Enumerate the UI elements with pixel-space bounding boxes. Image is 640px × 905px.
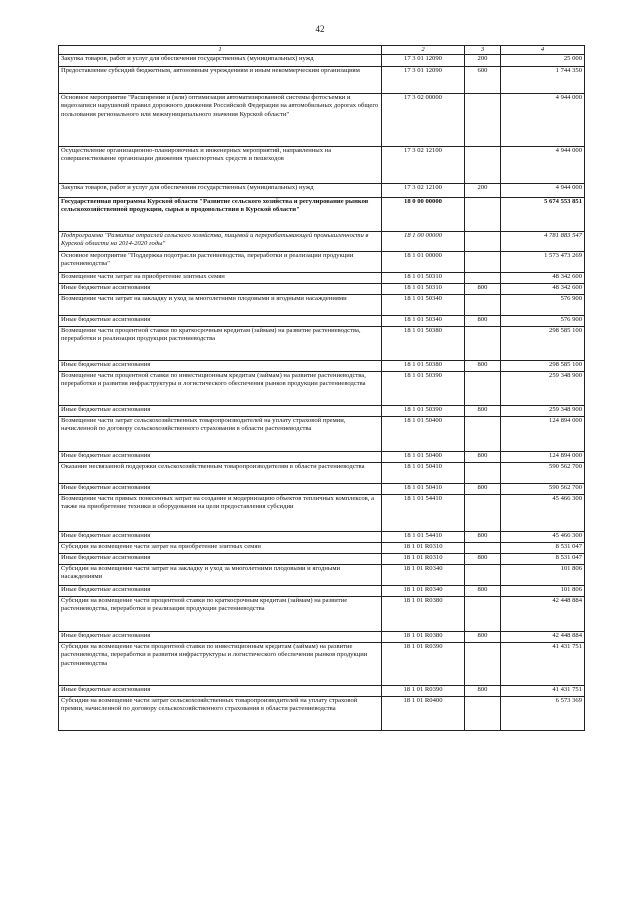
row-sum-cell: 590 562 700 bbox=[501, 463, 585, 484]
row-sum-cell: 41 431 751 bbox=[501, 686, 585, 697]
row-sum-cell: 259 348 900 bbox=[501, 406, 585, 417]
table-row bbox=[59, 463, 585, 484]
row-sum-cell: 6 573 369 bbox=[501, 697, 585, 731]
row-name-cell: Субсидии на возмещение части процентной ставки по краткосрочным кредитам (займам) на развитие растениеводства, переработки и реализации продукции растениеводства bbox=[59, 597, 382, 632]
row-sum-cell: 8 531 047 bbox=[501, 554, 585, 565]
row-kvr-cell bbox=[465, 565, 501, 586]
table-row bbox=[59, 532, 585, 543]
row-kvr-cell bbox=[465, 327, 501, 361]
row-name-cell: Иные бюджетные ассигнования bbox=[59, 316, 382, 327]
row-sum-cell: 298 585 100 bbox=[501, 327, 585, 361]
row-kvr-cell: 800 bbox=[465, 452, 501, 463]
column-number: 4 bbox=[501, 46, 585, 55]
column-number: 2 bbox=[382, 46, 465, 55]
table-row bbox=[59, 495, 585, 532]
table-row bbox=[59, 284, 585, 295]
row-sum-cell: 4 781 883 547 bbox=[501, 232, 585, 252]
row-sum-cell: 25 000 bbox=[501, 55, 585, 67]
table-row bbox=[59, 697, 585, 731]
row-code-cell: 18 1 01 R0390 bbox=[382, 643, 465, 686]
row-kvr-cell bbox=[465, 232, 501, 252]
row-kvr-cell: 800 bbox=[465, 586, 501, 597]
row-kvr-cell bbox=[465, 463, 501, 484]
row-code-cell: 18 1 01 50410 bbox=[382, 463, 465, 484]
row-sum-cell: 42 448 884 bbox=[501, 597, 585, 632]
row-sum-cell: 101 806 bbox=[501, 565, 585, 586]
row-code-cell: 18 1 01 R0390 bbox=[382, 686, 465, 697]
row-kvr-cell bbox=[465, 372, 501, 406]
column-number-row bbox=[59, 46, 585, 55]
row-code-cell: 18 0 00 00000 bbox=[382, 198, 465, 232]
row-code-cell: 18 1 01 50340 bbox=[382, 295, 465, 316]
row-code-cell: 18 1 01 R0340 bbox=[382, 565, 465, 586]
row-sum-cell: 576 900 bbox=[501, 295, 585, 316]
row-code-cell: 18 1 01 R0340 bbox=[382, 586, 465, 597]
row-sum-cell: 42 448 884 bbox=[501, 632, 585, 643]
row-sum-cell: 41 431 751 bbox=[501, 643, 585, 686]
row-code-cell: 18 1 01 00000 bbox=[382, 252, 465, 273]
table-row bbox=[59, 232, 585, 252]
row-kvr-cell: 800 bbox=[465, 686, 501, 697]
row-kvr-cell bbox=[465, 697, 501, 731]
table-row bbox=[59, 643, 585, 686]
row-code-cell: 18 1 01 54410 bbox=[382, 532, 465, 543]
row-name-cell: Подпрограмма "Развитие отраслей сельского хозяйства, пищевой и перерабатывающей промышленности в Курской области на 2014-2020 годы" bbox=[59, 232, 382, 252]
row-code-cell: 18 1 01 50310 bbox=[382, 273, 465, 284]
row-code-cell: 18 1 01 50410 bbox=[382, 484, 465, 495]
budget-table bbox=[58, 45, 585, 731]
row-code-cell: 18 1 01 50390 bbox=[382, 406, 465, 417]
row-sum-cell: 101 806 bbox=[501, 586, 585, 597]
row-sum-cell: 259 348 900 bbox=[501, 372, 585, 406]
table-row bbox=[59, 147, 585, 184]
row-code-cell: 17 3 02 00000 bbox=[382, 94, 465, 147]
row-kvr-cell bbox=[465, 543, 501, 554]
row-code-cell: 18 1 01 R0380 bbox=[382, 597, 465, 632]
row-code-cell: 18 1 01 R0380 bbox=[382, 632, 465, 643]
row-kvr-cell: 800 bbox=[465, 554, 501, 565]
row-name-cell: Иные бюджетные ассигнования bbox=[59, 586, 382, 597]
row-name-cell: Иные бюджетные ассигнования bbox=[59, 406, 382, 417]
table-row bbox=[59, 94, 585, 147]
row-sum-cell: 5 674 553 851 bbox=[501, 198, 585, 232]
row-name-cell: Возмещение части затрат на приобретение элитных семян bbox=[59, 273, 382, 284]
row-sum-cell: 590 562 700 bbox=[501, 484, 585, 495]
row-sum-cell: 1 573 473 269 bbox=[501, 252, 585, 273]
row-sum-cell: 4 944 000 bbox=[501, 147, 585, 184]
row-code-cell: 18 1 01 54410 bbox=[382, 495, 465, 532]
table-row bbox=[59, 55, 585, 67]
table-row bbox=[59, 361, 585, 372]
row-kvr-cell: 800 bbox=[465, 484, 501, 495]
table-row bbox=[59, 406, 585, 417]
column-number: 1 bbox=[59, 46, 382, 55]
row-name-cell: Субсидии на возмещение части процентной ставки по инвестиционным кредитам (займам) на развитие растениеводства, переработки и развития инфраструктуры и логистического обеспечения рынков продукции растениеводства bbox=[59, 643, 382, 686]
row-name-cell: Предоставление субсидий бюджетным, автономным учреждениям и иным некоммерческим организациям bbox=[59, 67, 382, 94]
row-name-cell: Иные бюджетные ассигнования bbox=[59, 554, 382, 565]
row-code-cell: 17 3 02 12100 bbox=[382, 147, 465, 184]
row-kvr-cell: 200 bbox=[465, 55, 501, 67]
row-name-cell: Возмещение части процентной ставки по краткосрочным кредитам (займам) на развитие растениеводства, переработки и реализации продукции растениеводства bbox=[59, 327, 382, 361]
table-row bbox=[59, 252, 585, 273]
row-code-cell: 18 1 01 R0310 bbox=[382, 554, 465, 565]
row-sum-cell: 48 342 600 bbox=[501, 284, 585, 295]
row-name-cell: Иные бюджетные ассигнования bbox=[59, 284, 382, 295]
table-row bbox=[59, 67, 585, 94]
table-row bbox=[59, 484, 585, 495]
row-sum-cell: 1 744 350 bbox=[501, 67, 585, 94]
table-row bbox=[59, 184, 585, 198]
table-row bbox=[59, 452, 585, 463]
table-row bbox=[59, 686, 585, 697]
table-row bbox=[59, 554, 585, 565]
row-name-cell: Возмещение части затрат на закладку и уход за многолетними плодовыми и ягодными насаждениями bbox=[59, 295, 382, 316]
row-name-cell: Иные бюджетные ассигнования bbox=[59, 484, 382, 495]
row-name-cell: Субсидии на возмещение части затрат сельскохозяйственных товаропроизводителей на уплату страховой премии, начисленной по договору сельскохозяйственного страхования в области растениеводства bbox=[59, 697, 382, 731]
row-kvr-cell bbox=[465, 597, 501, 632]
row-kvr-cell bbox=[465, 417, 501, 452]
row-sum-cell: 45 466 300 bbox=[501, 532, 585, 543]
table-row bbox=[59, 198, 585, 232]
row-code-cell: 18 1 01 50340 bbox=[382, 316, 465, 327]
row-name-cell: Оказание несвязанной поддержки сельскохозяйственным товаропроизводителям в области растениеводства bbox=[59, 463, 382, 484]
row-kvr-cell: 800 bbox=[465, 316, 501, 327]
table-row bbox=[59, 295, 585, 316]
table-row bbox=[59, 586, 585, 597]
row-code-cell: 18 1 01 50400 bbox=[382, 417, 465, 452]
table-row bbox=[59, 417, 585, 452]
row-kvr-cell bbox=[465, 252, 501, 273]
row-code-cell: 18 1 01 50380 bbox=[382, 361, 465, 372]
row-name-cell: Иные бюджетные ассигнования bbox=[59, 452, 382, 463]
row-sum-cell: 298 585 100 bbox=[501, 361, 585, 372]
row-kvr-cell bbox=[465, 94, 501, 147]
table-row bbox=[59, 597, 585, 632]
row-kvr-cell: 800 bbox=[465, 361, 501, 372]
row-code-cell: 18 1 01 50310 bbox=[382, 284, 465, 295]
row-name-cell: Основное мероприятие "Поддержка подотрасли растениеводства, переработки и реализации продукции растениеводства" bbox=[59, 252, 382, 273]
row-code-cell: 18 1 01 R0400 bbox=[382, 697, 465, 731]
row-code-cell: 17 3 02 12100 bbox=[382, 184, 465, 198]
row-kvr-cell: 600 bbox=[465, 67, 501, 94]
row-name-cell: Субсидии на возмещение части затрат на закладку и уход за многолетними плодовыми и ягодными насаждениями bbox=[59, 565, 382, 586]
budget-table-body bbox=[59, 46, 585, 731]
row-sum-cell: 48 342 600 bbox=[501, 273, 585, 284]
row-name-cell: Основное мероприятие "Расширение и (или) оптимизация автоматизированной системы фотосъемки и видеозаписи нарушений правил дорожного движения Российской Федерации на автомобильных дорогах общего пользования регионального или межмуниципального значения Курской области" bbox=[59, 94, 382, 147]
row-code-cell: 18 1 01 R0310 bbox=[382, 543, 465, 554]
row-sum-cell: 124 894 000 bbox=[501, 417, 585, 452]
row-sum-cell: 8 531 047 bbox=[501, 543, 585, 554]
row-name-cell: Возмещение части процентной ставки по инвестиционным кредитам (займам) на развитие растениеводства, переработки и развития инфраструктуры и логистического обеспечения рынков продукции растениеводства bbox=[59, 372, 382, 406]
table-row bbox=[59, 543, 585, 554]
row-name-cell: Возмещение части прямых понесенных затрат на создание и модернизацию объектов тепличных комплексов, а также на приобретение техники и оборудования на цели предоставления субсидии bbox=[59, 495, 382, 532]
row-kvr-cell bbox=[465, 495, 501, 532]
row-name-cell: Закупка товаров, работ и услуг для обеспечения государственных (муниципальных) нужд bbox=[59, 55, 382, 67]
column-number: 3 bbox=[465, 46, 501, 55]
row-code-cell: 18 1 01 50390 bbox=[382, 372, 465, 406]
table-row bbox=[59, 372, 585, 406]
row-sum-cell: 45 466 300 bbox=[501, 495, 585, 532]
row-name-cell: Возмещение части затрат сельскохозяйственных товаропроизводителей на уплату страховой премии, начисленной по договору сельскохозяйственного страхования в области растениеводства bbox=[59, 417, 382, 452]
row-kvr-cell bbox=[465, 273, 501, 284]
row-name-cell: Иные бюджетные ассигнования bbox=[59, 361, 382, 372]
row-kvr-cell bbox=[465, 643, 501, 686]
row-kvr-cell bbox=[465, 198, 501, 232]
row-name-cell: Иные бюджетные ассигнования bbox=[59, 686, 382, 697]
row-code-cell: 17 3 01 12090 bbox=[382, 67, 465, 94]
row-kvr-cell: 200 bbox=[465, 184, 501, 198]
row-name-cell: Закупка товаров, работ и услуг для обеспечения государственных (муниципальных) нужд bbox=[59, 184, 382, 198]
row-name-cell: Субсидии на возмещение части затрат на приобретение элитных семян bbox=[59, 543, 382, 554]
table-row bbox=[59, 327, 585, 361]
table-row bbox=[59, 632, 585, 643]
row-code-cell: 17 3 01 12090 bbox=[382, 55, 465, 67]
row-sum-cell: 4 944 000 bbox=[501, 94, 585, 147]
row-sum-cell: 4 944 000 bbox=[501, 184, 585, 198]
table-row bbox=[59, 273, 585, 284]
page-number: 42 bbox=[315, 24, 325, 34]
table-row bbox=[59, 565, 585, 586]
row-code-cell: 18 1 00 00000 bbox=[382, 232, 465, 252]
row-name-cell: Государственная программа Курской области "Развитие сельского хозяйства и регулирование рынков сельскохозяйственной продукции, сырья и продовольствия в Курской области" bbox=[59, 198, 382, 232]
row-kvr-cell: 800 bbox=[465, 284, 501, 295]
row-name-cell: Иные бюджетные ассигнования bbox=[59, 632, 382, 643]
row-sum-cell: 124 894 000 bbox=[501, 452, 585, 463]
row-name-cell: Иные бюджетные ассигнования bbox=[59, 532, 382, 543]
row-code-cell: 18 1 01 50380 bbox=[382, 327, 465, 361]
row-code-cell: 18 1 01 50400 bbox=[382, 452, 465, 463]
row-name-cell: Осуществление организационно-планировочных и инженерных мероприятий, направленных на совершенствование организации движения транспортных средств и пешеходов bbox=[59, 147, 382, 184]
row-kvr-cell: 800 bbox=[465, 632, 501, 643]
table-row bbox=[59, 316, 585, 327]
row-kvr-cell bbox=[465, 147, 501, 184]
row-sum-cell: 576 900 bbox=[501, 316, 585, 327]
row-kvr-cell bbox=[465, 295, 501, 316]
row-kvr-cell: 800 bbox=[465, 532, 501, 543]
row-kvr-cell: 800 bbox=[465, 406, 501, 417]
